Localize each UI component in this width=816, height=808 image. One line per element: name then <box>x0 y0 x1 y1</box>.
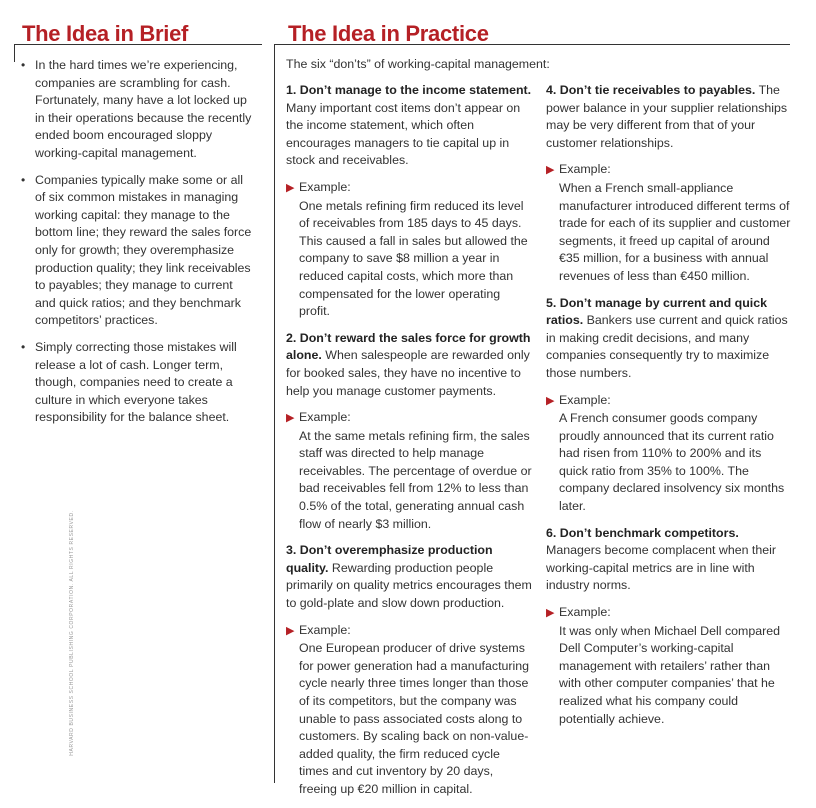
example-label <box>286 622 532 641</box>
dont-item-title: 3. Don’t overemphasize production quality. <box>286 543 493 575</box>
dont-item <box>546 295 792 516</box>
brief-bullet-item <box>18 339 252 427</box>
bullet-icon: • <box>21 172 26 187</box>
dont-item-body <box>286 82 532 170</box>
practice-intro: The six “don’ts” of working-capital management: <box>286 57 550 71</box>
dont-item <box>546 82 792 286</box>
example-text: One metals refining firm reduced its level of receivables from 185 days to 45 days. This caused a fall in sales but allowed the company to save $8 million a year in reduced capital costs, which more than compensated for the lower operating profit. <box>299 198 528 319</box>
brief-bullet-text: In the hard times we’re experiencing, companies are scrambling for cash. Fortunately, many have a lot locked up in their operations because the recently ended boom encouraged sloppy working-capital management. <box>35 58 252 160</box>
bullet-icon: • <box>21 58 26 72</box>
dont-item-body <box>286 330 532 400</box>
dont-item-text: The power balance in your supplier relationships may be very different from that of your customer relationships. <box>546 83 788 150</box>
triangle-right-icon: ▶ <box>546 394 555 407</box>
dont-item-body <box>546 525 792 595</box>
example-label-text: Example: <box>559 392 611 407</box>
dont-item-body <box>546 295 792 383</box>
example-text: One European producer of drive systems for power generation had a manufacturing cycle nearly three times longer than those of its competitors, but the company was unable to pass associated costs along to customers. By scaling back on non-value-added quality, the firm reduced cycle times and cut inventory by 20 days, freeing up €20 million in capital. <box>299 641 530 796</box>
dont-item-text: Many important cost items don’t appear on the income statement, which often encourages managers to tie capital up in stock and receivables. <box>286 100 521 168</box>
triangle-right-icon: ▶ <box>286 181 295 194</box>
example-label <box>546 604 792 623</box>
example-text: A French consumer goods company proudly announced that its current ratio had risen from 110% to 200% and its quick ratio from 35% to 100%. The company declared insolvency six months later. <box>559 411 785 514</box>
example-text: At the same metals refining firm, the sales staff was directed to help manage receivables. The percentage of overdue or bad receivables fell from 12% to less than 0.5% of the total, generating annual cash flow of nearly $3 million. <box>299 428 532 531</box>
example-label <box>546 392 792 411</box>
example-label <box>546 161 792 180</box>
dont-item-body <box>546 82 792 152</box>
example-label-text: Example: <box>299 179 351 194</box>
example-text: When a French small-appliance manufacturer introduced different terms of trade for each of its supplier and customer segments, it freed up capital of around €35 million, for a business with annual revenues of less than €450 million. <box>559 180 791 283</box>
brief-bullet-item <box>18 57 252 163</box>
dont-item-body <box>286 542 532 612</box>
dont-item-title: 6. Don’t benchmark competitors. <box>546 525 739 540</box>
example-label-text: Example: <box>559 605 611 620</box>
example-label-text: Example: <box>559 162 611 177</box>
idea-in-practice-heading: The Idea in Practice <box>288 21 489 46</box>
triangle-right-icon: ▶ <box>546 607 555 620</box>
dont-item-text: Managers become complacent when their working-capital metrics are in line with industry norms. <box>546 543 777 593</box>
bullet-icon: • <box>21 339 26 354</box>
brief-heading-rule <box>14 44 262 45</box>
brief-bullet-item <box>18 172 252 330</box>
dont-item-text: When salespeople are rewarded only for booked sales, they have no incentive to help you manage customer payments. <box>286 348 530 398</box>
triangle-right-icon: ▶ <box>286 412 295 425</box>
dont-item-title: 5. Don’t manage by current and quick ratios. <box>546 295 768 328</box>
example-label-text: Example: <box>299 622 351 637</box>
dont-item <box>546 525 792 729</box>
idea-in-brief-heading: The Idea in Brief <box>22 21 189 46</box>
brief-vertical-rule <box>14 44 15 62</box>
dont-item-text: Rewarding production people primarily on quality metrics encourages them to gold-plate and slow down production. <box>286 560 532 611</box>
practice-heading-rule <box>274 44 790 45</box>
brief-bullet-list <box>18 57 252 436</box>
dont-item-title: 2. Don’t reward the sales force for growth alone. <box>286 330 531 363</box>
triangle-right-icon: ▶ <box>286 624 295 637</box>
dont-item <box>286 542 532 798</box>
example-label-text: Example: <box>299 410 351 425</box>
triangle-right-icon: ▶ <box>546 164 555 177</box>
dont-item <box>286 82 532 321</box>
practice-vertical-rule <box>274 44 275 783</box>
dont-item-title: 4. Don’t tie receivables to payables. <box>546 83 756 97</box>
copyright-margin-note: HARVARD BUSINESS SCHOOL PUBLISHING CORPORATION. ALL RIGHTS RESERVED. <box>69 510 75 756</box>
practice-column-right <box>546 82 792 737</box>
dont-item-title: 1. Don’t manage to the income statement. <box>286 83 532 97</box>
brief-bullet-text: Companies typically make some or all of six common mistakes in managing working capital: they manage to the bottom line; they reward the sales force only for growth; they overemphasize production quality; they link receivables to payables; they manage to current and quick ratios; and they benchmark competitors’ practices. <box>35 172 252 328</box>
dont-item <box>286 330 532 534</box>
brief-bullet-text: Simply correcting those mistakes will release a lot of cash. Longer term, though, companies need to create a culture in which everyone takes responsibility for the balance sheet. <box>35 339 237 425</box>
example-label <box>286 409 532 428</box>
practice-column-left <box>286 82 532 808</box>
example-text: It was only when Michael Dell compared Dell Computer’s working-capital management with retailers’ rather than with other computer companies’ that he realized what his company could potentially achieve. <box>559 623 781 726</box>
example-label <box>286 179 532 198</box>
dont-item-text: Bankers use current and quick ratios in making credit decisions, and many companies consequently try to maximize those numbers. <box>546 313 788 380</box>
